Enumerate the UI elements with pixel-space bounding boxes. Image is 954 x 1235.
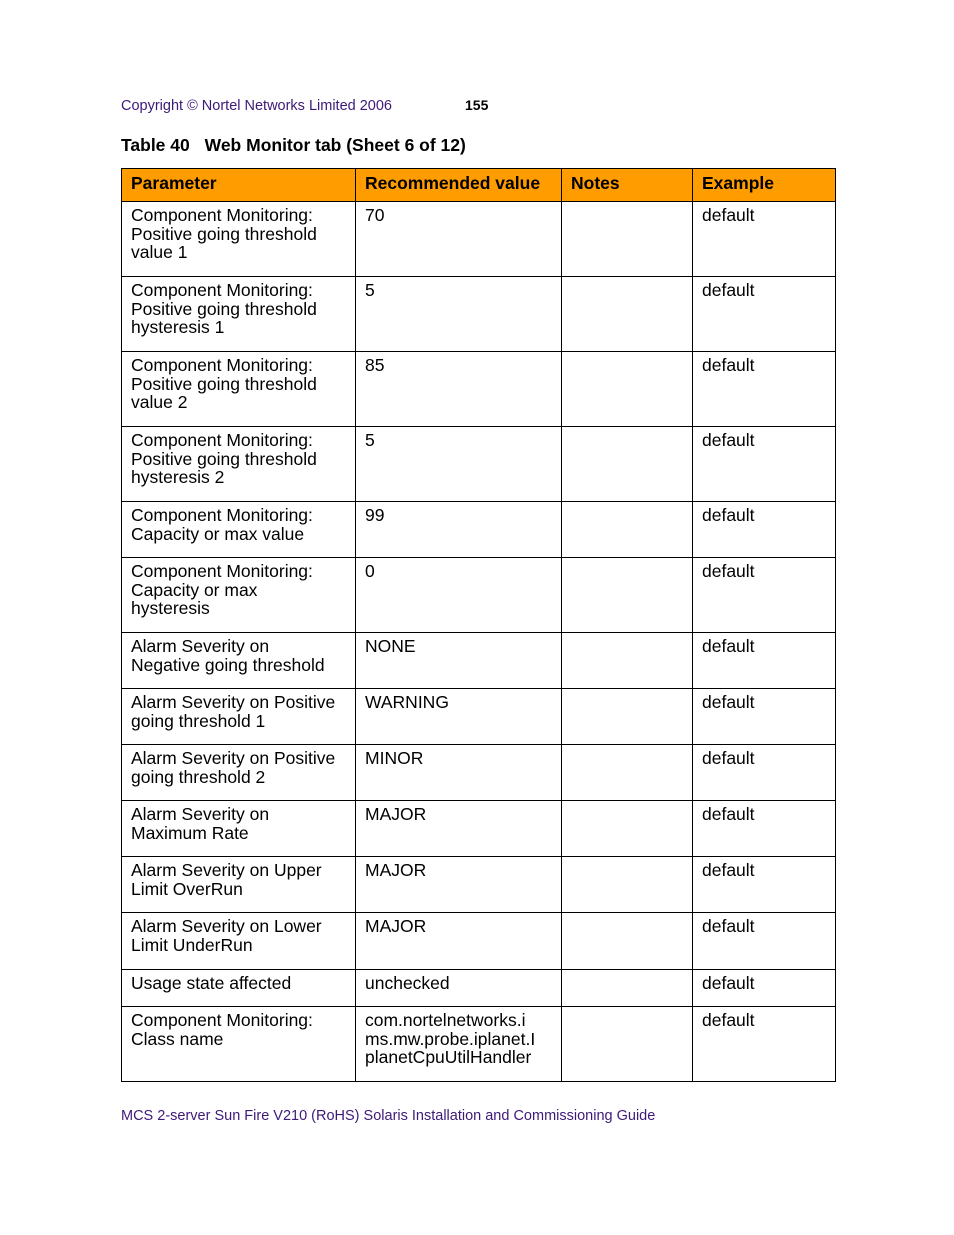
example-cell [693,745,836,801]
recommended-value-cell-text: 5 [365,280,375,300]
example-cell [693,801,836,857]
notes-cell [562,970,693,1007]
parameter-cell [122,202,356,277]
example-cell-text: default [702,748,755,768]
notes-cell [562,913,693,970]
parameter-cell-text: Component Monitoring: Class name [131,1010,313,1049]
parameter-cell-text: Component Monitoring: Positive going threshold hysteresis 1 [131,280,317,337]
notes-cell [562,745,693,801]
parameter-cell [122,745,356,801]
parameter-cell [122,970,356,1007]
parameter-cell-text: Alarm Severity on Negative going threshold [131,636,325,675]
example-cell-text: default [702,430,755,450]
example-cell [693,913,836,970]
example-cell-text: default [702,280,755,300]
example-cell [693,857,836,913]
recommended-value-cell [356,857,562,913]
recommended-value-cell-text: MAJOR [365,804,427,824]
column-header-notes: Notes [562,169,693,202]
parameter-cell [122,801,356,857]
recommended-value-cell-text: com.nortelnetworks.i ms.mw.probe.iplanet.I planetCpuUtilHandler [365,1010,536,1067]
notes-cell [562,202,693,277]
table-row [122,857,836,913]
recommended-value-cell-text: WARNING [365,692,449,712]
recommended-value-cell-text: MINOR [365,748,424,768]
column-header-recommended-value: Recommended value [356,169,562,202]
parameter-cell-text: Alarm Severity on Positive going threshold 1 [131,692,336,731]
example-cell [693,502,836,558]
notes-cell [562,352,693,427]
example-cell-text: default [702,636,755,656]
recommended-value-cell [356,1007,562,1082]
parameter-cell-text: Alarm Severity on Lower Limit UnderRun [131,916,322,955]
parameter-cell [122,427,356,502]
recommended-value-cell [356,745,562,801]
table-row [122,745,836,801]
notes-cell [562,1007,693,1082]
table-row [122,689,836,745]
recommended-value-cell [356,633,562,689]
notes-cell [562,633,693,689]
table-row [122,277,836,352]
recommended-value-cell-text: 5 [365,430,375,450]
parameter-cell [122,913,356,970]
recommended-value-cell [356,427,562,502]
parameter-cell-text: Component Monitoring: Positive going threshold value 2 [131,355,317,412]
table-number: Table 40 [121,135,190,155]
example-cell-text: default [702,692,755,712]
recommended-value-cell-text: 70 [365,205,385,225]
parameter-cell-text: Usage state affected [131,973,292,993]
recommended-value-cell-text: NONE [365,636,416,656]
document-footer: MCS 2-server Sun Fire V210 (RoHS) Solaris Installation and Commissioning Guide [121,1108,656,1124]
example-cell-text: default [702,561,755,581]
example-cell [693,202,836,277]
parameter-cell [122,1007,356,1082]
page-number: 155 [465,97,489,113]
example-cell [693,970,836,1007]
recommended-value-cell-text: MAJOR [365,860,427,880]
example-cell [693,558,836,633]
example-cell-text: default [702,804,755,824]
table-row [122,352,836,427]
recommended-value-cell-text: 99 [365,505,385,525]
parameter-cell [122,502,356,558]
example-cell [693,689,836,745]
web-monitor-table [121,168,836,1082]
table-body [122,202,836,1082]
example-cell-text: default [702,973,755,993]
example-cell [693,1007,836,1082]
parameter-cell [122,633,356,689]
parameter-cell-text: Alarm Severity on Upper Limit OverRun [131,860,322,899]
parameter-cell-text: Component Monitoring: Positive going threshold value 1 [131,205,317,262]
table-row [122,913,836,970]
recommended-value-cell-text: 0 [365,561,375,581]
parameter-cell [122,857,356,913]
parameter-cell-text: Component Monitoring: Capacity or max hysteresis [131,561,313,618]
recommended-value-cell-text: MAJOR [365,916,427,936]
recommended-value-cell [356,202,562,277]
example-cell-text: default [702,355,755,375]
notes-cell [562,502,693,558]
notes-cell [562,558,693,633]
example-cell-text: default [702,205,755,225]
recommended-value-cell [356,277,562,352]
recommended-value-cell [356,689,562,745]
table-row [122,558,836,633]
notes-cell [562,277,693,352]
parameter-cell [122,558,356,633]
table-row [122,633,836,689]
parameter-cell-text: Component Monitoring: Capacity or max value [131,505,313,544]
parameter-cell-text: Alarm Severity on Positive going threshold 2 [131,748,336,787]
column-header-parameter: Parameter [122,169,356,202]
recommended-value-cell [356,970,562,1007]
table-caption [121,135,466,156]
example-cell [693,352,836,427]
notes-cell [562,427,693,502]
example-cell-text: default [702,916,755,936]
parameter-cell [122,352,356,427]
table-row [122,502,836,558]
example-cell [693,277,836,352]
example-cell-text: default [702,860,755,880]
table-header-row [122,169,836,202]
recommended-value-cell [356,913,562,970]
recommended-value-cell-text: 85 [365,355,385,375]
recommended-value-cell [356,352,562,427]
copyright-notice: Copyright © Nortel Networks Limited 2006 [121,98,392,114]
parameter-cell [122,277,356,352]
table-row [122,202,836,277]
column-header-example: Example [693,169,836,202]
example-cell-text: default [702,505,755,525]
recommended-value-cell [356,801,562,857]
example-cell [693,633,836,689]
example-cell [693,427,836,502]
table-row [122,1007,836,1082]
recommended-value-cell [356,502,562,558]
table-title: Web Monitor tab (Sheet 6 of 12) [204,135,466,155]
recommended-value-cell-text: unchecked [365,973,450,993]
parameter-cell-text: Alarm Severity on Maximum Rate [131,804,270,843]
recommended-value-cell [356,558,562,633]
parameter-cell [122,689,356,745]
notes-cell [562,801,693,857]
notes-cell [562,689,693,745]
table-row [122,427,836,502]
parameter-cell-text: Component Monitoring: Positive going threshold hysteresis 2 [131,430,317,487]
table-row [122,801,836,857]
notes-cell [562,857,693,913]
example-cell-text: default [702,1010,755,1030]
table-row [122,970,836,1007]
